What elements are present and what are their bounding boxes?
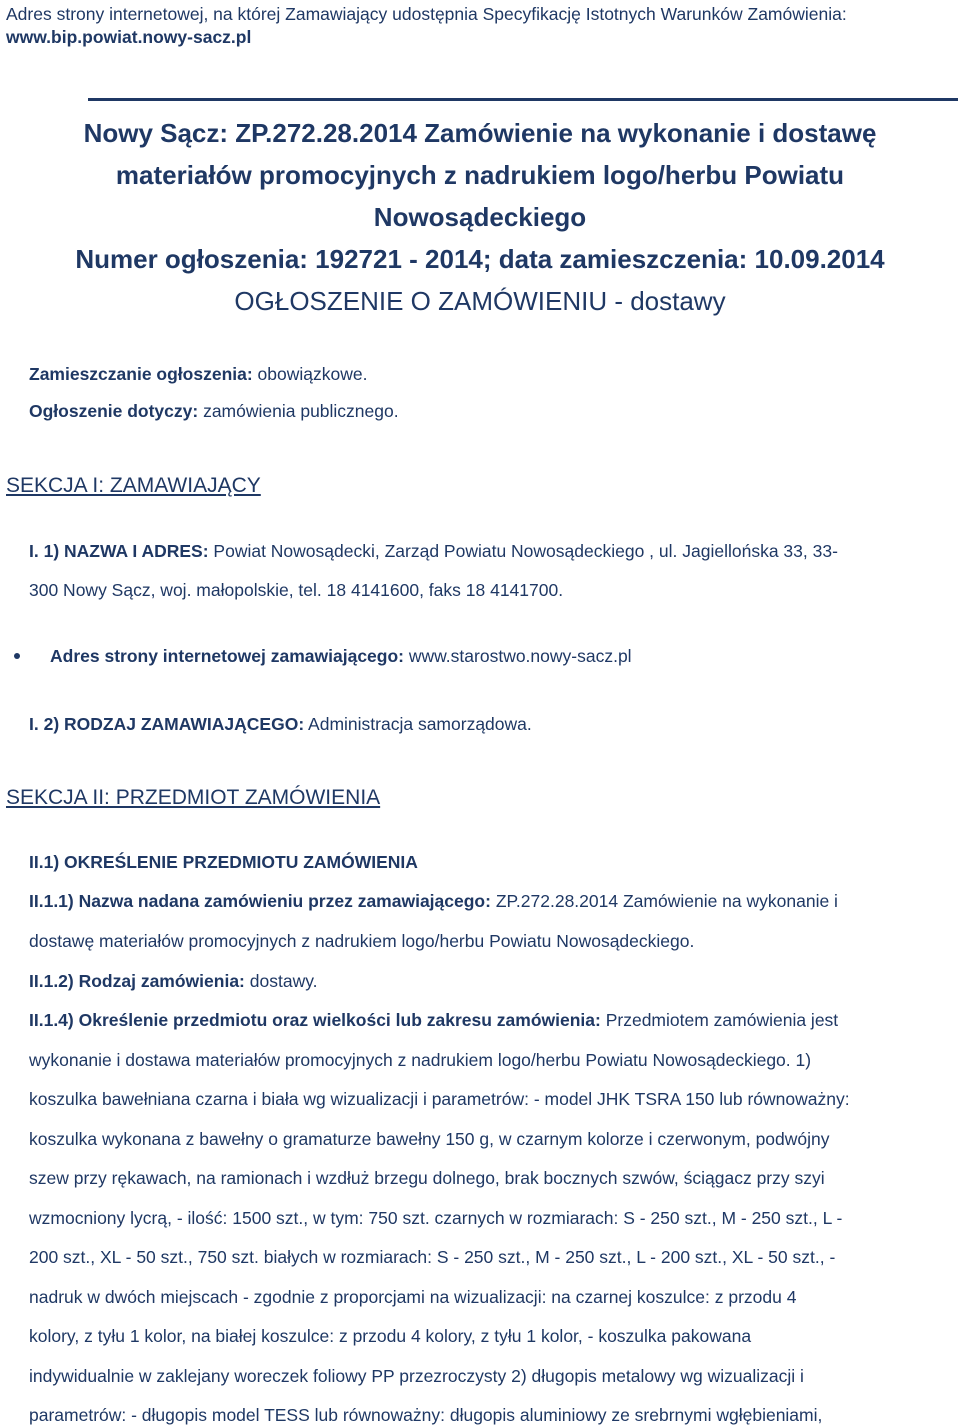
website-line [50, 646, 632, 667]
ii11-line-1 [29, 891, 838, 912]
body-line: parametrów: - długopis model TESS lub równoważny: długopis aluminiowy ze srebrnymi wgłębieniami, [29, 1405, 823, 1425]
title-line-3: Nowosądeckiego [373, 202, 587, 232]
ii11-value-1: ZP.272.28.2014 Zamówienie na wykonanie i [490, 891, 838, 911]
placement-line [29, 364, 367, 385]
ii14-value: Przedmiotem zamówienia jest [600, 1010, 839, 1030]
section-2-heading: SEKCJA II: PRZEDMIOT ZAMÓWIENIA [6, 786, 381, 809]
i1-label: I. 1) NAZWA I ADRES: [29, 541, 209, 561]
title-line-1: Nowy Sącz: ZP.272.28.2014 Zamówienie na wykonanie i dostawę [83, 118, 877, 148]
bip-link[interactable]: www.bip.powiat.nowy-sacz.pl [6, 27, 252, 47]
ii12-value: dostawy. [244, 971, 318, 991]
concerns-value: zamówienia publicznego. [198, 401, 399, 421]
ii1-heading: II.1) OKREŚLENIE PRZEDMIOTU ZAMÓWIENIA [29, 852, 418, 872]
i1-line-1 [29, 541, 838, 562]
body-line: wykonanie i dostawa materiałów promocyjnych z nadrukiem logo/herbu Powiatu Nowosądeckiego. 1) [29, 1050, 812, 1070]
title-line-2: materiałów promocyjnych z nadrukiem logo/herbu Powiatu [115, 160, 845, 190]
website-value[interactable]: www.starostwo.nowy-sacz.pl [404, 646, 632, 666]
concerns-line [29, 401, 399, 422]
concerns-label: Ogłoszenie dotyczy: [29, 401, 199, 421]
body-line: wzmocniony lycrą, - ilość: 1500 szt., w tym: 750 szt. czarnych w rozmiarach: S - 250 szt., M - 250 szt., L - [29, 1208, 843, 1228]
body-line: koszulka bawełniana czarna i biała wg wizualizacji i parametrów: - model JHK TSRA 150 lub równoważny: [29, 1089, 850, 1109]
body-line: 200 szt., XL - 50 szt., 750 szt. białych w rozmiarach: S - 250 szt., M - 250 szt., L - 200 szt., XL - 50 szt., - [29, 1247, 836, 1267]
header-divider [88, 98, 958, 101]
announcement-number: Numer ogłoszenia: 192721 - 2014; data zamieszczenia: 10.09.2014 [75, 244, 885, 274]
ii12-label: II.1.2) Rodzaj zamówienia: [29, 971, 245, 991]
body-line: koszulka wykonana z bawełny o gramaturze bawełny 150 g, w czarnym kolorze i czerwonym, podwójny [29, 1129, 830, 1149]
placement-value: obowiązkowe. [252, 364, 368, 384]
body-line: kolory, z tyłu 1 kolor, na białej koszulce: z przodu 4 kolory, z tyłu 1 kolor, - koszulka pakowana [29, 1326, 752, 1346]
i1-value-1: Powiat Nowosądecki, Zarząd Powiatu Nowosądeckiego , ul. Jagiellońska 33, 33- [208, 541, 838, 561]
i2-line [29, 714, 532, 735]
i2-value: Administracja samorządowa. [304, 714, 532, 734]
placement-label: Zamieszczanie ogłoszenia: [29, 364, 253, 384]
header-notice: Adres strony internetowej, na której Zamawiający udostępnia Specyfikację Istotnych Warunków Zamówienia: [6, 4, 847, 24]
bullet-icon [14, 653, 20, 659]
ii14-line [29, 1010, 838, 1031]
i1-line-2: 300 Nowy Sącz, woj. małopolskie, tel. 18 4141600, faks 18 4141700. [29, 580, 564, 600]
ii11-line-2: dostawę materiałów promocyjnych z nadrukiem logo/herbu Powiatu Nowosądeckiego. [29, 931, 695, 951]
announcement-type: OGŁOSZENIE O ZAMÓWIENIU - dostawy [234, 286, 726, 316]
ii11-label: II.1.1) Nazwa nadana zamówieniu przez zamawiającego: [29, 891, 491, 911]
website-label: Adres strony internetowej zamawiającego: [50, 646, 404, 666]
ii12-line [29, 971, 318, 992]
body-line: nadruk w dwóch miejscach - zgodnie z proporcjami na wizualizacji: na czarnej koszulce: z przodu 4 [29, 1287, 797, 1307]
ii14-label: II.1.4) Określenie przedmiotu oraz wielkości lub zakresu zamówienia: [29, 1010, 601, 1030]
body-line: szew przy rękawach, na ramionach i wzdłuż brzegu dolnego, brak bocznych szwów, ściągacz przy szyi [29, 1168, 825, 1188]
i2-label: I. 2) RODZAJ ZAMAWIAJĄCEGO: [29, 714, 305, 734]
section-1-heading: SEKCJA I: ZAMAWIAJĄCY [6, 474, 261, 497]
body-line: indywidualnie w zaklejany woreczek foliowy PP przezroczysty 2) długopis metalowy wg wizualizacji i [29, 1366, 804, 1386]
